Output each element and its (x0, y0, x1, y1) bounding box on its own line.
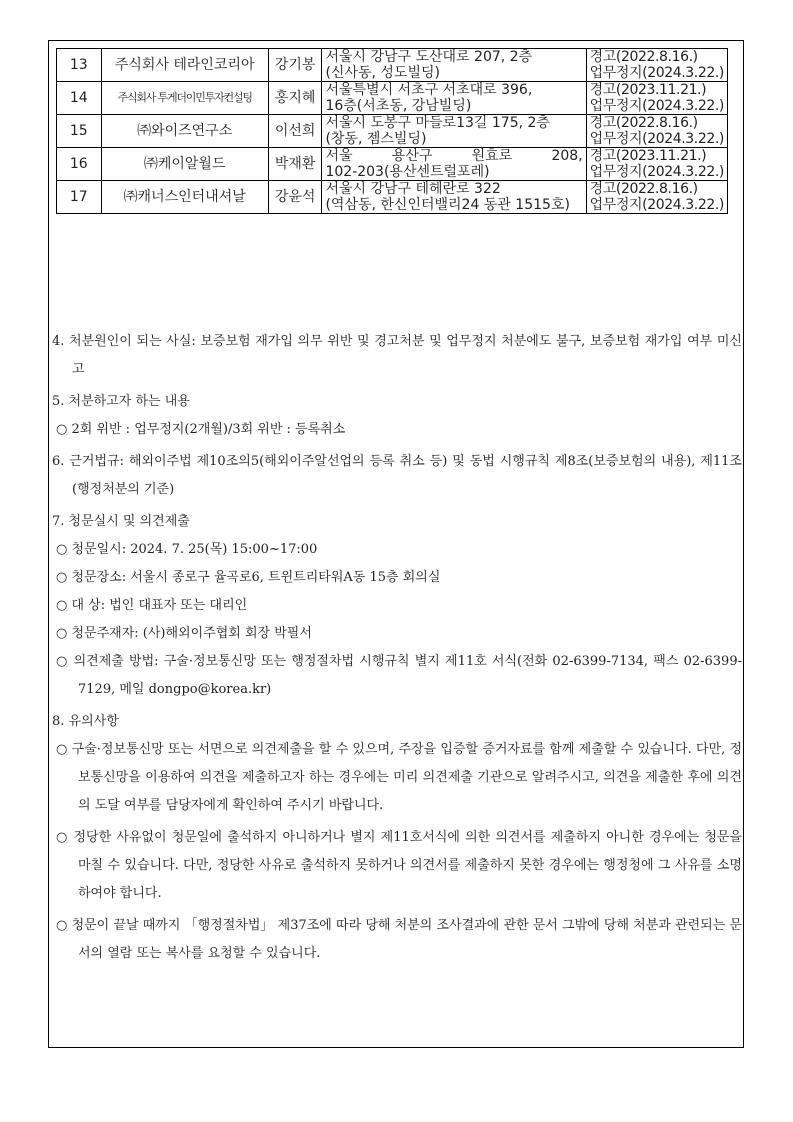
disposition-history (586, 115, 727, 148)
suspension-record: 업무정지(2024.3.22.) (589, 98, 724, 114)
representative: 강기봉 (268, 49, 322, 82)
row-number: 17 (57, 181, 102, 214)
section-8-title: 8. 유의사항 (52, 714, 119, 729)
address-line-2: 102-203(용산센트럴포레) (325, 164, 490, 180)
row-number: 14 (57, 82, 102, 115)
address-line-1: 서울시 강남구 테헤란로 322 (325, 181, 501, 197)
table-row (57, 148, 728, 181)
warning-record: 경고(2023.11.21.) (589, 148, 707, 164)
disposition-history (586, 148, 727, 181)
company-name: 주식회사 투게더이민투자컨설팅 (101, 82, 268, 115)
address-line-1: 서울시 도봉구 마들로13길 175, 2층 (325, 115, 550, 131)
section-4-fact: 4. 처분원인이 되는 사실: 보증보험 재가입 의무 위반 및 경고처분 및 업무정지 처분에도 불구, 보증보험 재가입 여부 미신고 (52, 334, 742, 377)
disposition-history (586, 82, 727, 115)
notice-item-2: ○ 정당한 사유없이 청문일에 출석하지 아니하거나 별지 제11호서식에 의한 의견서를 제출하지 아니한 경우에는 청문을 마칠 수 있습니다. 다만, 정당한 사유로 출석하지 못하거나 의견서를 제출하지 못한 경우에는 행정청에 그 사유를 소명하여야 합니다. (56, 830, 742, 901)
company-name: ㈜캐너스인터내셔날 (101, 181, 268, 214)
row-number: 15 (57, 115, 102, 148)
section-5-title: 5. 처분하고자 하는 내용 (52, 394, 190, 409)
address (322, 49, 586, 82)
row-number: 16 (57, 148, 102, 181)
address-line-2: (신사동, 성도빌딩) (325, 65, 440, 81)
table-row (57, 181, 728, 214)
row-number: 13 (57, 49, 102, 82)
representative: 홍지혜 (268, 82, 322, 115)
address-line-1: 서울 용산구 원효로 208, (325, 148, 583, 164)
table-row (57, 49, 728, 82)
table-row (57, 115, 728, 148)
address (322, 148, 586, 181)
section-5-item: ○ 2회 위반 : 업무정지(2개월)/3회 위반 : 등록취소 (56, 422, 346, 437)
company-name: ㈜와이즈연구소 (101, 115, 268, 148)
address-line-1: 서울시 강남구 도산대로 207, 2층 (325, 49, 533, 65)
warning-record: 경고(2022.8.16.) (589, 115, 698, 131)
representative: 이선희 (268, 115, 322, 148)
disposition-history (586, 49, 727, 82)
suspension-record: 업무정지(2024.3.22.) (589, 131, 724, 147)
suspension-record: 업무정지(2024.3.22.) (589, 164, 724, 180)
suspension-record: 업무정지(2024.3.22.) (589, 65, 724, 81)
section-7-title: 7. 청문실시 및 의견제출 (52, 514, 190, 529)
notice-body (52, 328, 742, 968)
disposition-history (586, 181, 727, 214)
address-line-2: 16층(서초동, 강남빌딩) (325, 98, 472, 114)
opinion-submission-method: ○ 의견제출 방법: 구술·정보통신망 또는 행정절차법 시행규칙 별지 제11호 서식(전화 02-6399-7134, 팩스 02-6399-7129, 메일 dongpo@korea.kr) (56, 654, 742, 697)
address (322, 82, 586, 115)
address-line-1: 서울특별시 서초구 서초대로 396, (325, 82, 533, 98)
warning-record: 경고(2023.11.21.) (589, 82, 707, 98)
hearing-target: ○ 대 상: 법인 대표자 또는 대리인 (56, 598, 248, 613)
hearing-chair: ○ 청문주재자: (사)해외이주협회 회장 박필서 (56, 626, 312, 641)
address-line-2: (창동, 젬스빌딩) (325, 131, 427, 147)
representative: 박재환 (268, 148, 322, 181)
agency-table (56, 48, 728, 214)
address (322, 181, 586, 214)
hearing-location: ○ 청문장소: 서울시 종로구 율곡로6, 트윈트리타워A동 15층 회의실 (56, 570, 441, 585)
table-row (57, 82, 728, 115)
warning-record: 경고(2022.8.16.) (589, 181, 698, 197)
warning-record: 경고(2022.8.16.) (589, 49, 698, 65)
address-line-2: (역삼동, 한신인터밸리24 동관 1515호) (325, 197, 570, 213)
address (322, 115, 586, 148)
suspension-record: 업무정지(2024.3.22.) (589, 197, 724, 213)
representative: 강윤석 (268, 181, 322, 214)
notice-item-3: ○ 청문이 끝날 때까지 「행정절차법」 제37조에 따라 당해 처분의 조사결과에 관한 문서 그밖에 당해 처분과 관련되는 문서의 열람 또는 복사를 요청할 수 있습니다. (56, 918, 742, 961)
section-6-legal-basis: 6. 근거법규: 해외이주법 제10조의5(해외이주알선업의 등록 취소 등) 및 동법 시행규칙 제8조(보증보험의 내용), 제11조(행정처분의 기준) (52, 454, 742, 497)
hearing-datetime: ○ 청문일시: 2024. 7. 25(목) 15:00~17:00 (56, 542, 318, 557)
notice-item-1: ○ 구술·정보통신망 또는 서면으로 의견제출을 할 수 있으며, 주장을 입증할 증거자료를 함께 제출할 수 있습니다. 다만, 정보통신망을 이용하여 의견을 제출하고자 하는 경우에는 미리 의견제출 기관으로 알려주시고, 의견을 제출한 후에 의견의 도달 여부를 담당자에게 확인하여 주시기 바랍니다. (56, 742, 742, 813)
company-name: 주식회사 테라인코리아 (101, 49, 268, 82)
company-name: ㈜케이알월드 (101, 148, 268, 181)
